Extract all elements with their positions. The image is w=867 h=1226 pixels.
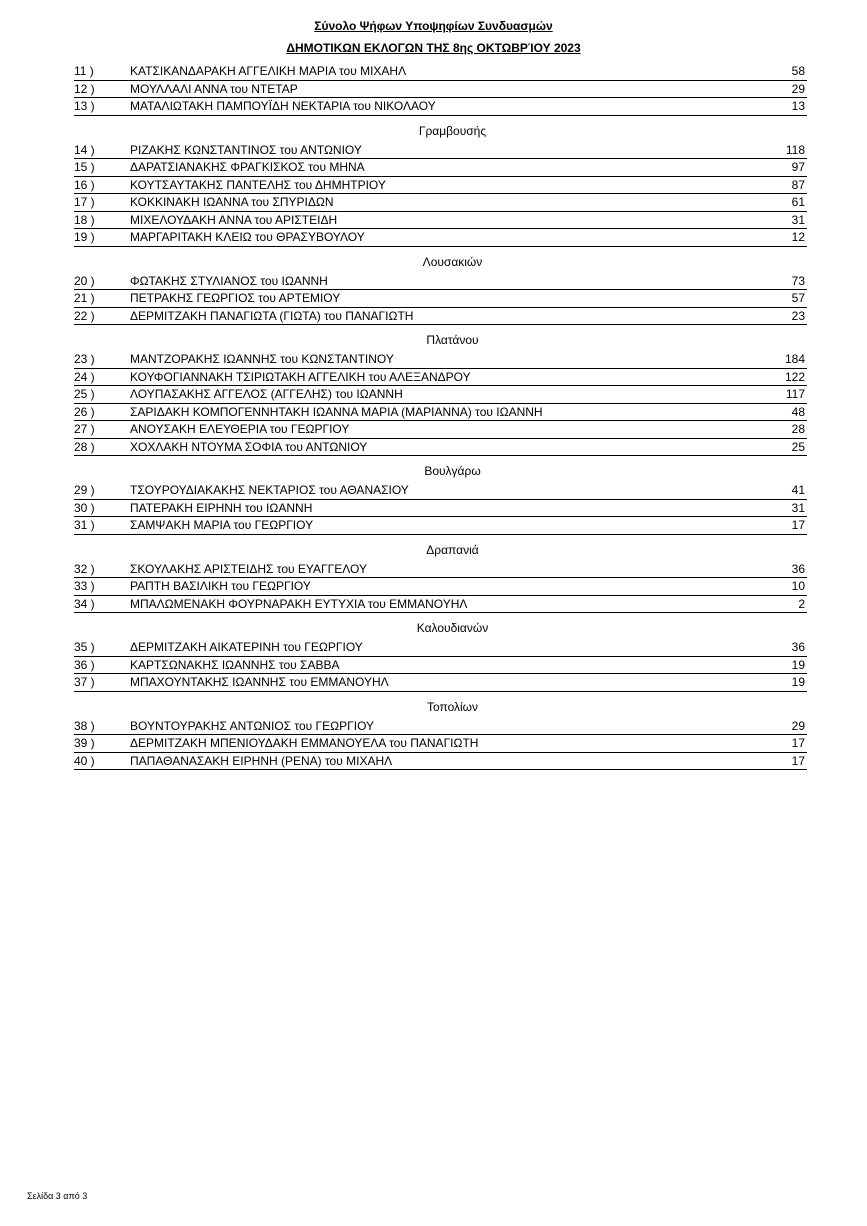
vote-count: 31 <box>791 212 805 227</box>
section-heading: Λουσακιών <box>422 254 483 269</box>
candidate-row <box>74 404 807 422</box>
vote-count: 36 <box>791 640 805 654</box>
vote-count: 61 <box>791 195 805 209</box>
candidate-number: 18 ) <box>74 212 95 227</box>
vote-count: 29 <box>791 718 805 733</box>
candidate-number: 11 ) <box>74 64 94 78</box>
candidate-number: 24 ) <box>74 369 95 384</box>
candidate-name: ΜΠΑΧΟΥΝΤΑΚΗΣ ΙΩΑΝΝΗΣ του ΕΜΜΑΝΟΥΗΛ <box>130 675 389 689</box>
candidate-number: 20 ) <box>74 273 95 288</box>
section-heading: Γραμβουσής <box>418 123 487 138</box>
vote-count: 10 <box>791 579 805 593</box>
vote-count: 29 <box>791 81 805 96</box>
vote-count: 31 <box>791 500 805 515</box>
section-heading: Βουλγάρω <box>424 464 481 478</box>
vote-count: 2 <box>798 596 805 611</box>
candidate-number: 29 ) <box>74 483 95 497</box>
vote-count: 97 <box>791 160 805 174</box>
candidate-row <box>74 421 807 439</box>
candidate-name: ΔΕΡΜΙΤΖΑΚΗ ΠΑΝΑΓΙΩΤΑ (ΓΙΩΤΑ) του ΠΑΝΑΓΙΩΤΗ <box>130 308 414 323</box>
candidate-number: 36 ) <box>74 657 95 672</box>
candidate-row <box>74 98 807 116</box>
vote-count: 25 <box>791 439 805 454</box>
vote-count: 17 <box>791 753 805 768</box>
candidate-name: ΦΩΤΑΚΗΣ ΣΤΥΛΙΑΝΟΣ του ΙΩΑΝΝΗ <box>130 273 328 288</box>
candidate-name: ΚΑΡΤΣΩΝΑΚΗΣ ΙΩΑΝΝΗΣ του ΣΑΒΒΑ <box>130 657 340 672</box>
candidate-name: ΡΙΖΑΚΗΣ ΚΩΝΣΤΑΝΤΙΝΟΣ του ΑΝΤΩΝΙΟΥ <box>130 142 362 157</box>
vote-count: 28 <box>791 422 805 436</box>
candidate-row <box>74 177 807 195</box>
vote-count: 87 <box>791 177 805 192</box>
candidate-row <box>74 273 807 291</box>
vote-count: 184 <box>784 352 805 366</box>
candidate-number: 19 ) <box>74 230 95 244</box>
candidate-number: 31 ) <box>74 518 95 532</box>
candidate-name: ΚΟΥΦΟΓΙΑΝΝΑΚΗ ΤΣΙΡΙΩΤΑΚΗ ΑΓΓΕΛΙΚΗ του ΑΛΕΞΑΝΔΡΟΥ <box>130 369 471 384</box>
vote-count: 58 <box>791 64 805 78</box>
candidate-row <box>74 500 807 518</box>
candidate-name: ΔΑΡΑΤΣΙΑΝΑΚΗΣ ΦΡΑΓΚΙΣΚΟΣ του ΜΗΝΑ <box>130 160 365 174</box>
vote-count: 17 <box>791 518 805 532</box>
vote-count: 41 <box>791 483 805 497</box>
candidate-number: 38 ) <box>74 718 95 733</box>
candidate-row <box>74 561 807 579</box>
candidate-number: 34 ) <box>74 596 95 611</box>
candidate-number: 28 ) <box>74 439 95 454</box>
candidate-number: 15 ) <box>74 160 95 174</box>
vote-count: 13 <box>791 99 805 113</box>
candidate-row <box>74 290 807 308</box>
vote-count: 36 <box>791 561 805 576</box>
candidate-number: 39 ) <box>74 736 95 750</box>
candidate-name: ΠΑΠΑΘΑΝΑΣΑΚΗ ΕΙΡΗΝΗ (ΡΕΝΑ) του ΜΙΧΑΗΛ <box>130 753 393 768</box>
candidate-number: 37 ) <box>74 675 95 689</box>
vote-count: 117 <box>785 387 805 401</box>
candidate-number: 14 ) <box>74 142 95 157</box>
candidate-row <box>74 386 807 404</box>
vote-count: 19 <box>791 675 805 689</box>
section-heading: Καλουδιανών <box>416 621 489 635</box>
vote-count: 12 <box>791 230 805 244</box>
candidate-row <box>74 753 807 771</box>
candidate-number: 25 ) <box>74 387 95 401</box>
vote-count: 118 <box>785 142 805 157</box>
candidate-name: ΣΚΟΥΛΑΚΗΣ ΑΡΙΣΤΕΙΔΗΣ του ΕΥΑΓΓΕΛΟΥ <box>130 561 367 576</box>
candidate-row <box>74 657 807 675</box>
vote-count: 57 <box>791 291 805 305</box>
candidate-name: ΣΑΜΨΑΚΗ ΜΑΡΙΑ του ΓΕΩΡΓΙΟΥ <box>130 518 314 532</box>
candidate-row <box>74 81 807 99</box>
candidate-row <box>74 63 807 81</box>
candidate-number: 16 ) <box>74 177 95 192</box>
candidate-row <box>74 229 807 247</box>
candidate-number: 12 ) <box>74 81 95 96</box>
vote-count: 19 <box>791 657 805 672</box>
candidate-vote-list <box>74 63 807 770</box>
vote-count: 23 <box>791 308 805 323</box>
candidate-number: 26 ) <box>74 404 95 419</box>
candidate-name: ΠΕΤΡΑΚΗΣ ΓΕΩΡΓΙΟΣ του ΑΡΤΕΜΙΟΥ <box>130 291 341 305</box>
candidate-name: ΠΑΤΕΡΑΚΗ ΕΙΡΗΝΗ του ΙΩΑΝΝΗ <box>130 500 313 515</box>
candidate-name: ΚΑΤΣΙΚΑΝΔΑΡΑΚΗ ΑΓΓΕΛΙΚΗ ΜΑΡΙΑ του ΜΙΧΑΗΛ <box>130 64 407 78</box>
candidate-number: 35 ) <box>74 640 95 654</box>
candidate-number: 23 ) <box>74 352 95 366</box>
candidate-number: 22 ) <box>74 308 95 323</box>
candidate-number: 30 ) <box>74 500 95 515</box>
page-number: Σελίδα 3 από 3 <box>27 1191 88 1201</box>
candidate-row <box>74 482 807 500</box>
candidate-row <box>74 639 807 657</box>
candidate-number: 21 ) <box>74 291 95 305</box>
candidate-number: 13 ) <box>74 99 95 113</box>
candidate-number: 27 ) <box>74 422 95 436</box>
candidate-row <box>74 439 807 457</box>
candidate-name: ΜΑΡΓΑΡΙΤΑΚΗ ΚΛΕΙΩ του ΘΡΑΣΥΒΟΥΛΟΥ <box>130 230 365 244</box>
vote-count: 122 <box>784 369 805 384</box>
candidate-name: ΑΝΟΥΣΑΚΗ ΕΛΕΥΘΕΡΙΑ του ΓΕΩΡΓΙΟΥ <box>130 422 350 436</box>
candidate-name: ΚΟΚΚΙΝΑΚΗ ΙΩΑΝΝΑ του ΣΠΥΡΙΔΩΝ <box>130 195 334 209</box>
candidate-name: ΡΑΠΤΗ ΒΑΣΙΛΙΚΗ του ΓΕΩΡΓΙΟΥ <box>130 579 311 593</box>
candidate-name: ΜΙΧΕΛΟΥΔΑΚΗ ΑΝΝΑ του ΑΡΙΣΤΕΙΔΗ <box>130 212 338 227</box>
candidate-name: ΜΑΝΤΖΟΡΑΚΗΣ ΙΩΑΝΝΗΣ του ΚΩΝΣΤΑΝΤΙΝΟΥ <box>130 352 394 366</box>
candidate-row <box>74 369 807 387</box>
candidate-name: ΜΑΤΑΛΙΩΤΑΚΗ ΠΑΜΠΟΥΪΔΗ ΝΕΚΤΑΡΙΑ του ΝΙΚΟΛΑΟΥ <box>130 99 436 113</box>
candidate-row <box>74 308 807 326</box>
report-subtitle: ΔΗΜΟΤΙΚΩΝ ΕΚΛΟΓΩΝ ΤΗΣ 8ης ΟΚΤΩΒΡΊΟΥ 2023 <box>286 41 581 55</box>
candidate-number: 33 ) <box>74 579 95 593</box>
candidate-name: ΔΕΡΜΙΤΖΑΚΗ ΜΠΕΝΙΟΥΔΑΚΗ ΕΜΜΑΝΟΥΕΛΑ του ΠΑΝΑΓΙΩΤΗ <box>130 736 479 750</box>
candidate-number: 17 ) <box>74 195 95 209</box>
candidate-row <box>74 578 807 596</box>
candidate-row <box>74 517 807 535</box>
section-heading: Πλατάνου <box>426 333 479 347</box>
candidate-row <box>74 212 807 230</box>
candidate-name: ΧΟΧΛΑΚΗ ΝΤΟΥΜΑ ΣΟΦΙΑ του ΑΝΤΩΝΙΟΥ <box>130 439 368 454</box>
candidate-name: ΛΟΥΠΑΣΑΚΗΣ ΑΓΓΕΛΟΣ (ΑΓΓΕΛΗΣ) του ΙΩΑΝΝΗ <box>130 387 403 401</box>
section-heading: Τοπολίων <box>426 699 479 714</box>
candidate-name: ΒΟΥΝΤΟΥΡΑΚΗΣ ΑΝΤΩΝΙΟΣ του ΓΕΩΡΓΙΟΥ <box>130 718 375 733</box>
candidate-name: ΤΣΟΥΡΟΥΔΙΑΚΑΚΗΣ ΝΕΚΤΑΡΙΟΣ του ΑΘΑΝΑΣΙΟΥ <box>130 483 409 497</box>
vote-count: 73 <box>791 273 805 288</box>
candidate-number: 40 ) <box>74 753 95 768</box>
candidate-row <box>74 142 807 160</box>
section-heading: Δραπανιά <box>426 542 479 557</box>
candidate-row <box>74 194 807 212</box>
candidate-name: ΜΠΑΛΩΜΕΝΑΚΗ ΦΟΥΡΝΑΡΑΚΗ ΕΥΤΥΧΙΑ του ΕΜΜΑΝΟΥΗΛ <box>130 596 468 611</box>
candidate-row <box>74 735 807 753</box>
candidate-row <box>74 596 807 614</box>
candidate-row <box>74 674 807 692</box>
report-title: Σύνολο Ψήφων Υποψηφίων Συνδυασμών <box>314 19 553 33</box>
candidate-name: ΚΟΥΤΣΑΥΤΑΚΗΣ ΠΑΝΤΕΛΗΣ του ΔΗΜΗΤΡΙΟΥ <box>130 177 386 192</box>
vote-count: 48 <box>791 404 805 419</box>
candidate-row <box>74 351 807 369</box>
vote-count: 17 <box>791 736 805 750</box>
candidate-name: ΔΕΡΜΙΤΖΑΚΗ ΑΙΚΑΤΕΡΙΝΗ του ΓΕΩΡΓΙΟΥ <box>130 640 363 654</box>
candidate-name: ΜΟΥΛΛΑΛΙ ΑΝΝΑ του ΝΤΕΤΑΡ <box>130 81 298 96</box>
candidate-row <box>74 718 807 736</box>
candidate-number: 32 ) <box>74 561 95 576</box>
candidate-name: ΣΑΡΙΔΑΚΗ ΚΟΜΠΟΓΕΝΝΗΤΑΚΗ ΙΩΑΝΝΑ ΜΑΡΙΑ (ΜΑΡΙΑΝΝΑ) του ΙΩΑΝΝΗ <box>130 404 543 419</box>
candidate-row <box>74 159 807 177</box>
